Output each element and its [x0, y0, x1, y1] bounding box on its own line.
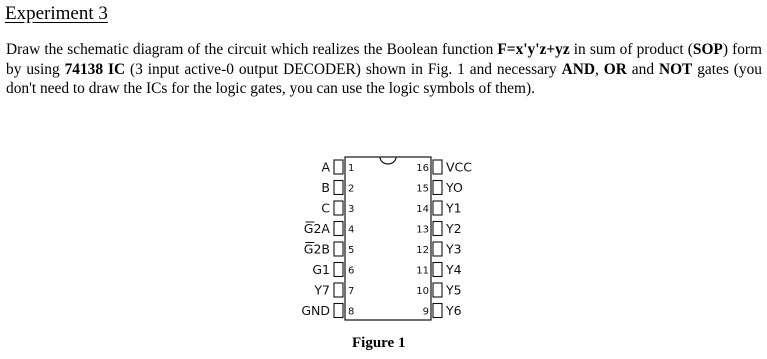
- pin-16-label: VCC: [446, 159, 473, 175]
- pin-2-box: [334, 181, 343, 195]
- text-part: ,: [595, 60, 604, 78]
- pin-9-number: 9: [422, 306, 429, 318]
- pin-7-box: [334, 283, 343, 297]
- pin-14-number: 14: [416, 204, 429, 215]
- pin-8-number: 8: [348, 306, 355, 318]
- pin-2-number: 2: [348, 183, 355, 195]
- text-part: and: [626, 60, 659, 78]
- pin-1-number: 1: [348, 163, 355, 174]
- sop-term: SOP: [692, 41, 723, 58]
- pin-5-box: [334, 242, 343, 256]
- pin-3-label: C: [321, 200, 330, 216]
- pin-6-number: 6: [348, 265, 355, 277]
- pin-10-number: 10: [416, 286, 429, 297]
- pin-7-label: Y7: [314, 282, 330, 298]
- text-part: (3 input active-0 output DECODER) shown in Fig. 1 and necessary: [125, 60, 562, 78]
- instruction-paragraph: [6, 40, 762, 99]
- figure-caption: Figure 1: [352, 335, 406, 351]
- pin-1-box: [334, 160, 343, 174]
- pin-4-box: [334, 222, 343, 236]
- pin-10-label: Y5: [446, 282, 462, 298]
- pin-13-box: [433, 222, 442, 236]
- pin-5-number: 5: [348, 245, 355, 256]
- pin-6-label: G1: [312, 262, 330, 277]
- ic-74138-pinout-diagram: [290, 150, 490, 325]
- pin-13-label: Y2: [446, 221, 462, 236]
- pin-11-number: 11: [416, 265, 429, 277]
- pin-14-label: Y1: [446, 200, 462, 216]
- pin-4-label: G2A: [303, 221, 330, 236]
- pin-9-box: [433, 304, 442, 318]
- pin-12-box: [433, 242, 442, 256]
- pin-9-label: Y6: [446, 303, 462, 318]
- pin-5-label: G2B: [303, 241, 330, 257]
- pin-11-label: Y4: [446, 262, 462, 277]
- pin-3-number: 3: [348, 204, 355, 215]
- pin-3-box: [334, 201, 343, 215]
- pin-15-number: 15: [416, 183, 429, 195]
- pin-16-number: 16: [416, 163, 429, 174]
- text-part: gates (you don't need to draw the ICs for the logic gates, you can use the logic symbols of them).: [6, 60, 762, 97]
- text-part: ) form by using: [6, 41, 762, 78]
- pin-14-box: [433, 201, 442, 215]
- pin-4-number: 4: [348, 224, 355, 236]
- pin-12-number: 12: [416, 245, 429, 256]
- pin-15-box: [433, 181, 442, 195]
- pin-1-label: A: [321, 159, 330, 175]
- ic-name: 74138 IC: [64, 60, 126, 78]
- pin-2-label: B: [321, 180, 330, 195]
- not-gate-term: NOT: [658, 60, 693, 78]
- pin-16-box: [433, 160, 442, 174]
- pin-8-box: [334, 304, 343, 318]
- and-gate-term: AND: [561, 60, 595, 78]
- or-gate-term: OR: [603, 60, 627, 78]
- pin-13-number: 13: [416, 224, 429, 236]
- experiment-title: Experiment 3: [5, 3, 108, 24]
- pin-10-box: [433, 283, 442, 297]
- pin-12-label: Y3: [446, 241, 462, 257]
- pin-15-label: YO: [446, 180, 463, 195]
- boolean-function: F=x'y'z+yz: [497, 41, 570, 58]
- pin-7-number: 7: [348, 286, 355, 297]
- pin-11-box: [433, 263, 442, 277]
- pin-8-label: GND: [301, 303, 330, 318]
- pin-6-box: [334, 263, 343, 277]
- text-part: Draw the schematic diagram of the circuit which realizes the Boolean function: [6, 41, 498, 58]
- text-part: in sum of product (: [569, 41, 693, 58]
